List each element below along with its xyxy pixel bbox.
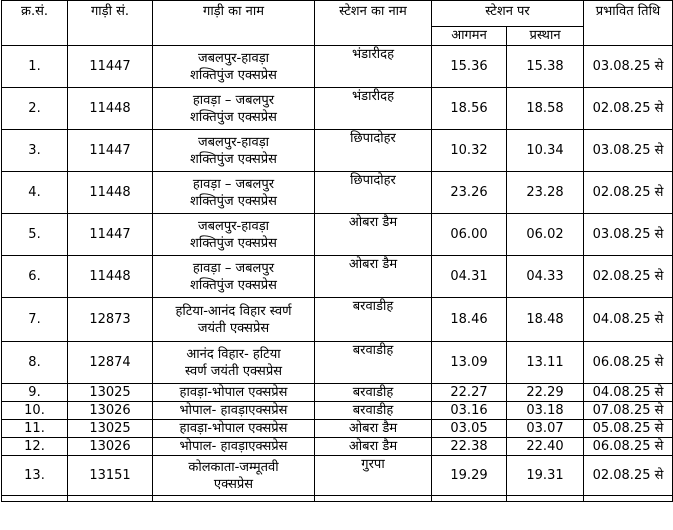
row-train-no: 13025: [68, 420, 153, 438]
table-row: [2, 88, 673, 130]
table-row: [2, 456, 673, 496]
row-date: 03.08.25 से: [584, 214, 673, 256]
train-name-line1: भोपाल- हावड़ाएक्सप्रेस: [179, 403, 288, 418]
row-train-name: [153, 256, 315, 298]
train-schedule-table: [1, 0, 673, 502]
row-sno: 8.: [2, 342, 68, 384]
train-name-line1: हटिया-आनंद विहार स्वर्ण: [175, 303, 292, 319]
table-row: [2, 256, 673, 298]
empty-cell: [68, 496, 153, 502]
row-date: 06.08.25 से: [584, 438, 673, 456]
row-date: 03.08.25 से: [584, 46, 673, 88]
row-sno: 11.: [2, 420, 68, 438]
row-departure: 23.28: [507, 172, 584, 214]
row-departure: 18.48: [507, 298, 584, 342]
table-row: [2, 214, 673, 256]
row-train-no: 11447: [68, 130, 153, 172]
row-train-name: [153, 456, 315, 496]
train-name-line2: शक्तिपुंज एक्सप्रेस: [190, 109, 277, 125]
train-name-line1: हावड़ा – जबलपुर: [192, 176, 275, 192]
row-train-no: 12874: [68, 342, 153, 384]
row-station: गुरपा: [315, 456, 432, 496]
row-arrival: 22.38: [432, 438, 507, 456]
row-station: बरवाडीह: [315, 402, 432, 420]
row-train-name: [153, 298, 315, 342]
train-name-line2: शक्तिपुंज एक्सप्रेस: [190, 277, 277, 293]
table-row: [2, 384, 673, 402]
table-row: [2, 298, 673, 342]
train-name-line1: हावड़ा – जबलपुर: [192, 92, 275, 108]
empty-cell: [153, 496, 315, 502]
row-train-name: [153, 438, 315, 456]
row-departure: 03.18: [507, 402, 584, 420]
table-row: [2, 402, 673, 420]
row-date: 02.08.25 से: [584, 172, 673, 214]
row-train-name: [153, 342, 315, 384]
row-sno: 13.: [2, 456, 68, 496]
train-name-line1: हावड़ा-भोपाल एक्सप्रेस: [179, 385, 288, 400]
row-date: 03.08.25 से: [584, 130, 673, 172]
train-name-line2: स्वर्ण जयंती एक्सप्रेस: [184, 363, 283, 379]
row-station: ओबरा डैम: [315, 214, 432, 256]
row-arrival: 13.09: [432, 342, 507, 384]
table-row: [2, 46, 673, 88]
row-train-name: [153, 172, 315, 214]
row-train-no: 11447: [68, 214, 153, 256]
empty-cell: [2, 496, 68, 502]
row-departure: 10.34: [507, 130, 584, 172]
row-arrival: 18.56: [432, 88, 507, 130]
row-station: बरवाडीह: [315, 342, 432, 384]
row-departure: 04.33: [507, 256, 584, 298]
table-row: [2, 342, 673, 384]
train-name-line1: जबलपुर-हावड़ा: [197, 50, 270, 66]
row-date: 02.08.25 से: [584, 88, 673, 130]
row-sno: 10.: [2, 402, 68, 420]
row-station: छिपादोहर: [315, 130, 432, 172]
row-date: 07.08.25 से: [584, 402, 673, 420]
header-effective-date: प्रभावित तिथि: [584, 1, 673, 46]
row-date: 04.08.25 से: [584, 298, 673, 342]
row-train-no: 11448: [68, 172, 153, 214]
table-body: [2, 46, 673, 502]
row-date: 05.08.25 से: [584, 420, 673, 438]
table-row: [2, 130, 673, 172]
row-sno: 9.: [2, 384, 68, 402]
empty-cell: [432, 496, 507, 502]
row-sno: 3.: [2, 130, 68, 172]
header-train-name: गाड़ी का नाम: [153, 1, 315, 46]
row-train-no: 11448: [68, 88, 153, 130]
row-arrival: 04.31: [432, 256, 507, 298]
row-train-no: 12873: [68, 298, 153, 342]
train-name-line2: शक्तिपुंज एक्सप्रेस: [190, 151, 277, 167]
train-name-line2: एक्सप्रेस: [213, 476, 254, 492]
row-date: 06.08.25 से: [584, 342, 673, 384]
header-at-station: स्टेशन पर: [432, 1, 584, 27]
table-row: [2, 420, 673, 438]
table-row: [2, 438, 673, 456]
row-train-no: 13151: [68, 456, 153, 496]
row-arrival: 03.05: [432, 420, 507, 438]
row-arrival: 18.46: [432, 298, 507, 342]
row-train-name: [153, 46, 315, 88]
train-name-line1: जबलपुर-हावड़ा: [197, 134, 270, 150]
row-departure: 13.11: [507, 342, 584, 384]
row-station: भंडारीदह: [315, 46, 432, 88]
row-station: ओबरा डैम: [315, 256, 432, 298]
train-name-line1: आनंद विहार- हटिया: [186, 346, 281, 362]
row-train-name: [153, 88, 315, 130]
row-date: 02.08.25 से: [584, 256, 673, 298]
header-row: [2, 1, 673, 27]
table-row: [2, 172, 673, 214]
row-arrival: 15.36: [432, 46, 507, 88]
row-train-name: [153, 214, 315, 256]
train-name-line2: शक्तिपुंज एक्सप्रेस: [190, 193, 277, 209]
row-train-name: [153, 384, 315, 402]
row-sno: 2.: [2, 88, 68, 130]
row-arrival: 23.26: [432, 172, 507, 214]
row-sno: 1.: [2, 46, 68, 88]
row-arrival: 10.32: [432, 130, 507, 172]
header-arrival: आगमन: [432, 27, 507, 46]
row-arrival: 06.00: [432, 214, 507, 256]
train-name-line1: कोलकाता-जम्मूतवी: [188, 459, 279, 475]
train-name-line1: हावड़ा-भोपाल एक्सप्रेस: [179, 421, 288, 436]
train-name-line1: हावड़ा – जबलपुर: [192, 260, 275, 276]
row-sno: 7.: [2, 298, 68, 342]
row-departure: 15.38: [507, 46, 584, 88]
empty-cell: [584, 496, 673, 502]
row-train-no: 13025: [68, 384, 153, 402]
row-train-no: 11447: [68, 46, 153, 88]
empty-cell: [315, 496, 432, 502]
row-station: ओबरा डैम: [315, 420, 432, 438]
row-train-name: [153, 130, 315, 172]
row-station: भंडारीदह: [315, 88, 432, 130]
row-departure: 22.40: [507, 438, 584, 456]
row-arrival: 03.16: [432, 402, 507, 420]
row-departure: 19.31: [507, 456, 584, 496]
row-departure: 03.07: [507, 420, 584, 438]
row-train-no: 11448: [68, 256, 153, 298]
row-train-no: 13026: [68, 402, 153, 420]
header-station-name: स्टेशन का नाम: [315, 1, 432, 46]
row-arrival: 19.29: [432, 456, 507, 496]
row-sno: 6.: [2, 256, 68, 298]
row-date: 04.08.25 से: [584, 384, 673, 402]
row-station: छिपादोहर: [315, 172, 432, 214]
row-sno: 12.: [2, 438, 68, 456]
train-name-line2: जयंती एक्सप्रेस: [197, 320, 270, 336]
row-station: बरवाडीह: [315, 298, 432, 342]
header-train-no: गाड़ी सं.: [68, 1, 153, 46]
row-sno: 4.: [2, 172, 68, 214]
train-name-line2: शक्तिपुंज एक्सप्रेस: [190, 67, 277, 83]
row-departure: 18.58: [507, 88, 584, 130]
header-departure: प्रस्थान: [507, 27, 584, 46]
train-name-line2: शक्तिपुंज एक्सप्रेस: [190, 235, 277, 251]
row-date: 02.08.25 से: [584, 456, 673, 496]
row-arrival: 22.27: [432, 384, 507, 402]
row-train-name: [153, 402, 315, 420]
row-sno: 5.: [2, 214, 68, 256]
train-name-line1: भोपाल- हावड़ाएक्सप्रेस: [179, 439, 288, 454]
table-row-partial: [2, 496, 673, 502]
empty-cell: [507, 496, 584, 502]
row-departure: 22.29: [507, 384, 584, 402]
row-station: ओबरा डैम: [315, 438, 432, 456]
row-departure: 06.02: [507, 214, 584, 256]
train-name-line1: जबलपुर-हावड़ा: [197, 218, 270, 234]
row-station: बरवाडीह: [315, 384, 432, 402]
header-sno: क्र.सं.: [2, 1, 68, 46]
row-train-no: 13026: [68, 438, 153, 456]
row-train-name: [153, 420, 315, 438]
